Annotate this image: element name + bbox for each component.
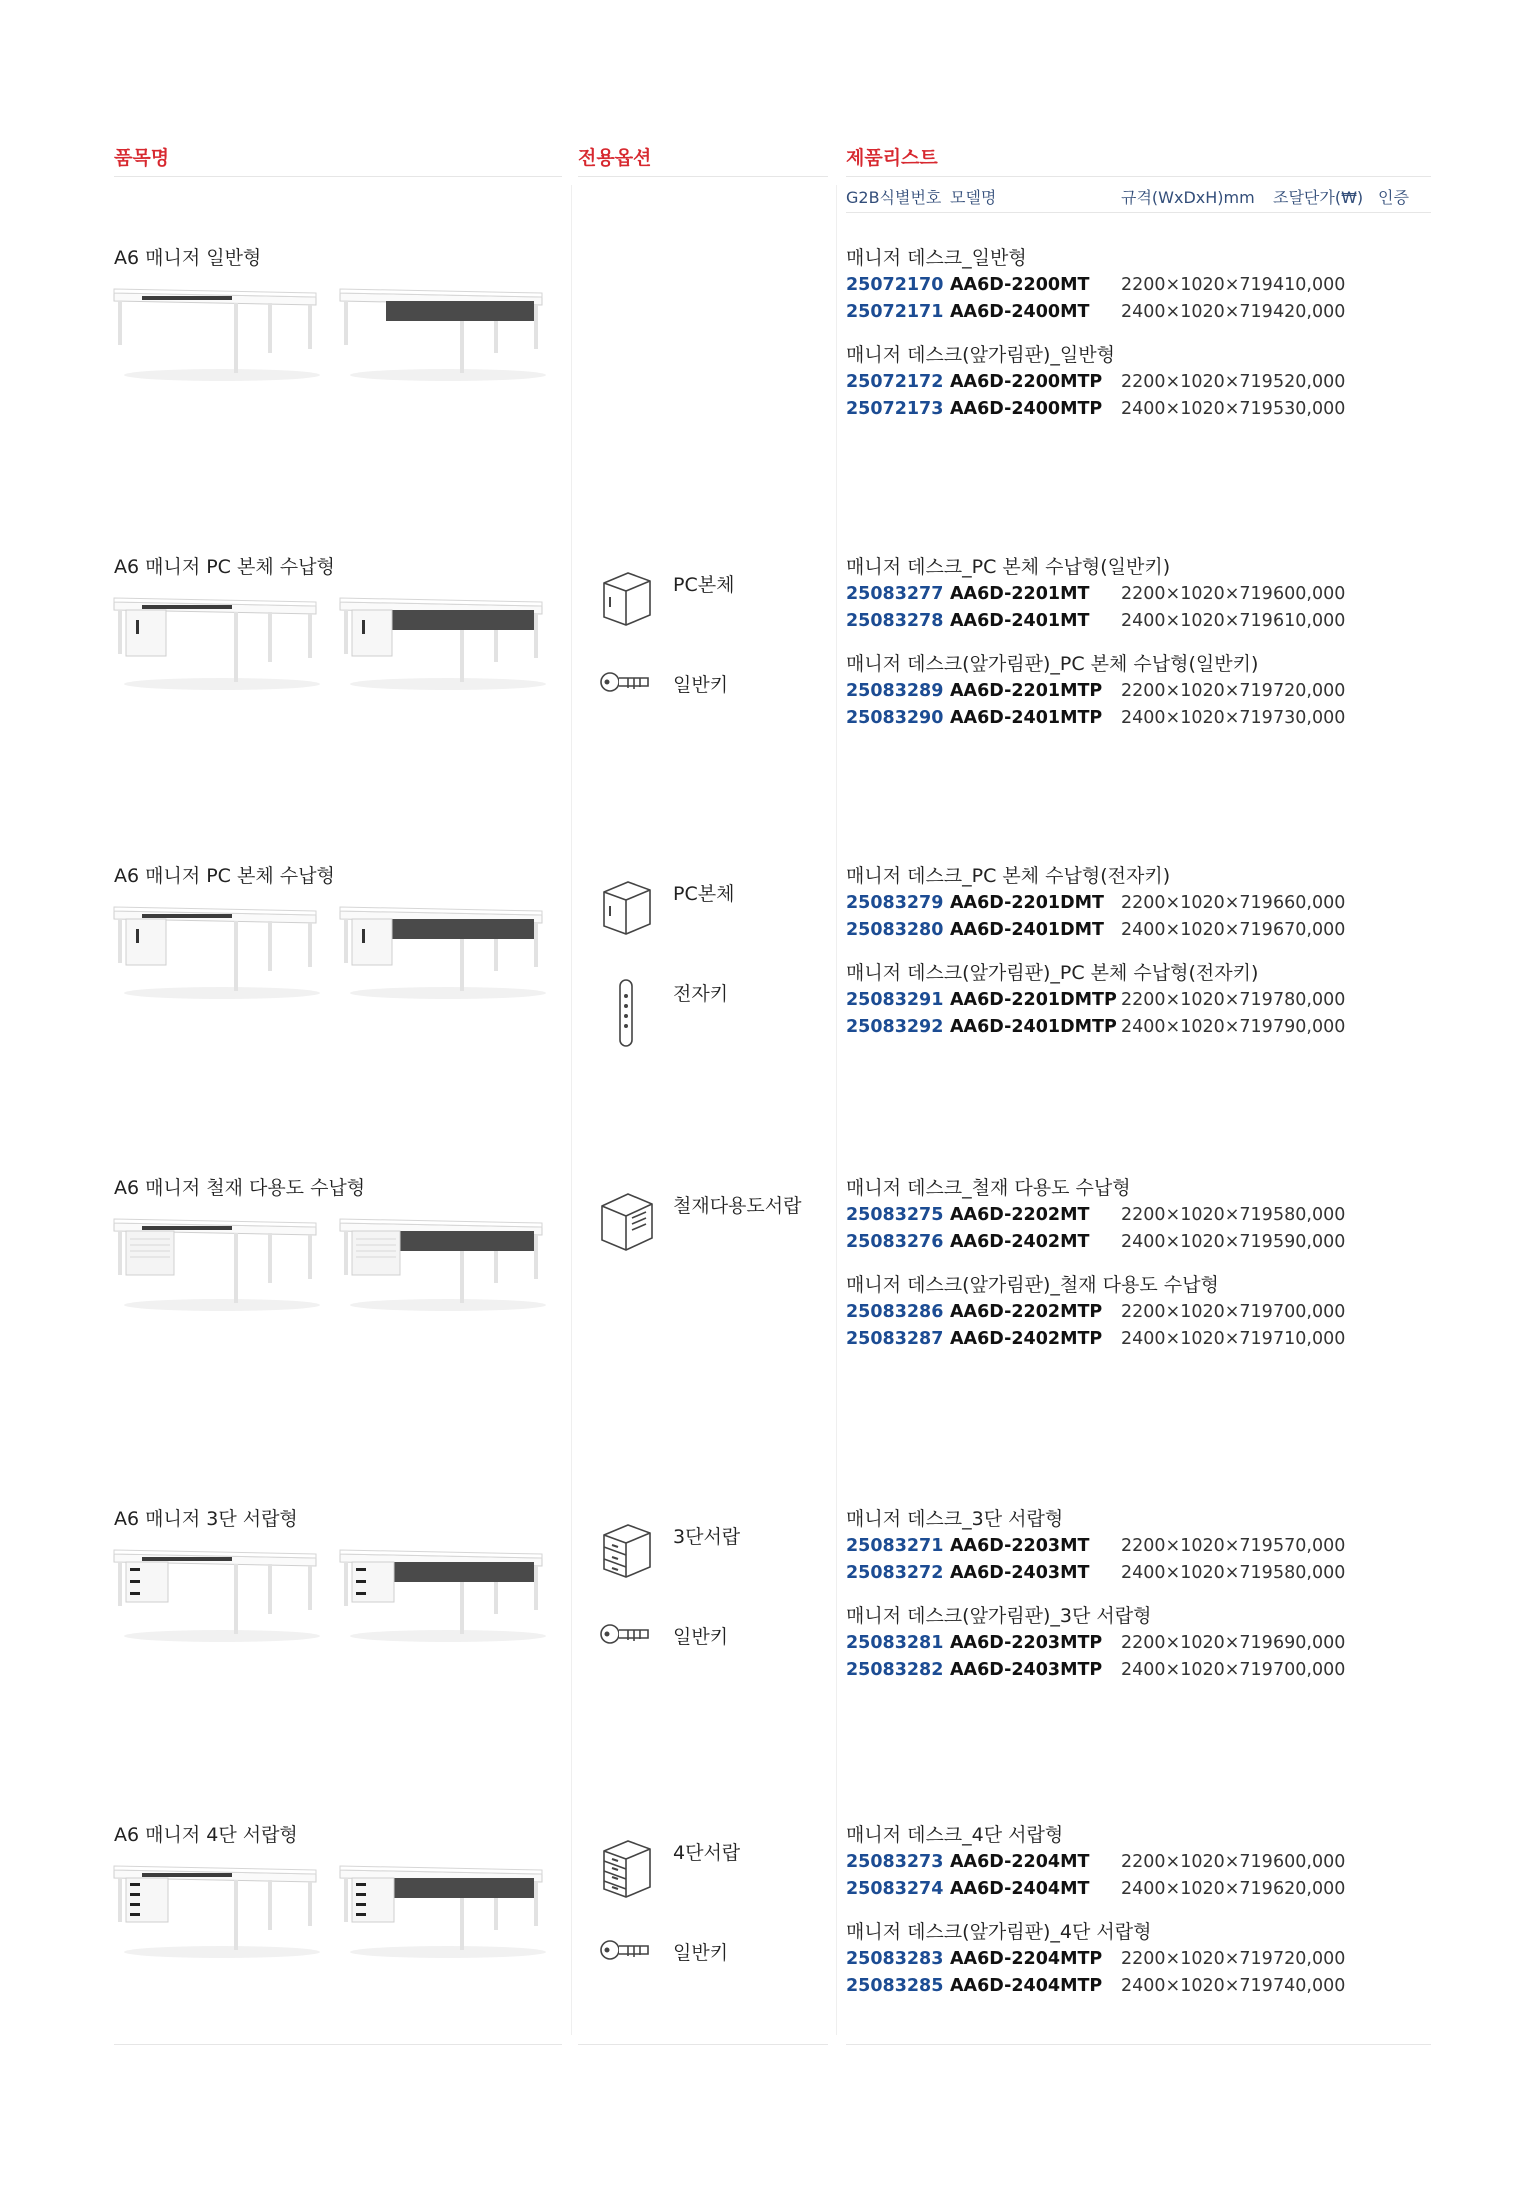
dimensions: 2200×1020×719: [1121, 990, 1273, 1010]
desk-with-privacy-panel-image: [338, 1544, 548, 1648]
desk-with-privacy-panel-image: [338, 592, 548, 696]
product-section: [0, 861, 1529, 1161]
model-name: AA6D-2202MT: [950, 1205, 1090, 1225]
key-icon: [598, 1619, 654, 1653]
price: 520,000: [1273, 372, 1346, 392]
price: 420,000: [1273, 302, 1346, 322]
price: 660,000: [1273, 893, 1346, 913]
desk-image: [112, 1213, 322, 1317]
product-group-title: 매니저 데스크_4단 서랍형: [846, 1824, 1064, 1846]
col-price: 조달단가(₩): [1273, 188, 1364, 207]
key-icon: [598, 1935, 654, 1969]
model-name: AA6D-2401DMT: [950, 920, 1104, 940]
dimensions: 2200×1020×719: [1121, 1536, 1273, 1556]
g2b-id: 25083286: [846, 1302, 944, 1322]
g2b-id: 25083290: [846, 708, 944, 728]
model-name: AA6D-2201MTP: [950, 681, 1103, 701]
option-label: 철재다용도서랍: [673, 1195, 802, 1217]
three-drawer-icon: [598, 1519, 654, 1583]
model-name: AA6D-2400MTP: [950, 399, 1103, 419]
dimensions: 2200×1020×719: [1121, 1949, 1273, 1969]
dimensions: 2400×1020×719: [1121, 920, 1273, 940]
product-group-title: 매니저 데스크(앞가림판)_PC 본체 수납형(일반키): [846, 653, 1259, 675]
price: 780,000: [1273, 990, 1346, 1010]
col-g2b-id: G2B식별번호: [846, 188, 942, 207]
dimensions: 2400×1020×719: [1121, 611, 1273, 631]
option-label: 일반키: [673, 674, 729, 696]
g2b-id: 25083285: [846, 1976, 944, 1996]
product-group-title: 매니저 데스크(앞가림판)_일반형: [846, 344, 1115, 366]
price: 690,000: [1273, 1633, 1346, 1653]
model-name: AA6D-2403MTP: [950, 1660, 1103, 1680]
g2b-id: 25083280: [846, 920, 944, 940]
price: 600,000: [1273, 1852, 1346, 1872]
model-name: AA6D-2404MT: [950, 1879, 1090, 1899]
option-label: 일반키: [673, 1942, 729, 1964]
dimensions: 2200×1020×719: [1121, 1852, 1273, 1872]
col-spec: 규격(WxDxH)mm: [1121, 188, 1255, 207]
dimensions: 2200×1020×719: [1121, 681, 1273, 701]
product-group-title: 매니저 데스크_3단 서랍형: [846, 1508, 1064, 1530]
model-name: AA6D-2402MTP: [950, 1329, 1103, 1349]
g2b-id: 25083283: [846, 1949, 944, 1969]
price: 600,000: [1273, 584, 1346, 604]
price: 610,000: [1273, 611, 1346, 631]
product-section: [0, 1173, 1529, 1473]
desk-image: [112, 1860, 322, 1964]
price: 590,000: [1273, 1232, 1346, 1252]
model-name: AA6D-2401MT: [950, 611, 1090, 631]
model-name: AA6D-2204MT: [950, 1852, 1090, 1872]
product-group-title: 매니저 데스크(앞가림판)_4단 서랍형: [846, 1921, 1152, 1943]
product-section: [0, 552, 1529, 852]
model-name: AA6D-2200MT: [950, 275, 1090, 295]
header-divider: [846, 176, 1431, 177]
section-title: A6 매니저 3단 서랍형: [114, 1508, 298, 1530]
section-title: A6 매니저 일반형: [114, 247, 262, 269]
price: 410,000: [1273, 275, 1346, 295]
dimensions: 2400×1020×719: [1121, 399, 1273, 419]
product-section: [0, 243, 1529, 543]
model-name: AA6D-2201DMTP: [950, 990, 1117, 1010]
price: 720,000: [1273, 1949, 1346, 1969]
model-name: AA6D-2400MT: [950, 302, 1090, 322]
dimensions: 2200×1020×719: [1121, 584, 1273, 604]
model-name: AA6D-2404MTP: [950, 1976, 1103, 1996]
header-product-list: 제품리스트: [846, 147, 938, 169]
col-model: 모델명: [950, 188, 997, 207]
price: 710,000: [1273, 1329, 1346, 1349]
dimensions: 2400×1020×719: [1121, 1232, 1273, 1252]
g2b-id: 25083289: [846, 681, 944, 701]
option-label: 3단서랍: [673, 1526, 741, 1548]
product-group-title: 매니저 데스크_일반형: [846, 247, 1027, 269]
g2b-id: 25083282: [846, 1660, 944, 1680]
dimensions: 2200×1020×719: [1121, 1205, 1273, 1225]
g2b-id: 25083281: [846, 1633, 944, 1653]
model-name: AA6D-2203MTP: [950, 1633, 1103, 1653]
model-name: AA6D-2402MT: [950, 1232, 1090, 1252]
option-label: PC본체: [673, 574, 735, 596]
desk-with-privacy-panel-image: [338, 1213, 548, 1317]
four-drawer-icon: [598, 1835, 654, 1903]
product-group-title: 매니저 데스크(앞가림판)_3단 서랍형: [846, 1605, 1152, 1627]
desk-with-privacy-panel-image: [338, 901, 548, 1005]
dimensions: 2400×1020×719: [1121, 1563, 1273, 1583]
desk-with-privacy-panel-image: [338, 1860, 548, 1964]
section-title: A6 매니저 PC 본체 수납형: [114, 865, 335, 887]
desk-image: [112, 1544, 322, 1648]
desk-with-privacy-panel-image: [338, 283, 548, 387]
price: 670,000: [1273, 920, 1346, 940]
model-name: AA6D-2401MTP: [950, 708, 1103, 728]
section-title: A6 매니저 철재 다용도 수납형: [114, 1177, 366, 1199]
model-name: AA6D-2201MT: [950, 584, 1090, 604]
g2b-id: 25072171: [846, 302, 944, 322]
header-option: 전용옵션: [578, 147, 652, 169]
header-divider: [578, 176, 828, 177]
price: 580,000: [1273, 1563, 1346, 1583]
dimensions: 2200×1020×719: [1121, 1302, 1273, 1322]
g2b-id: 25083278: [846, 611, 944, 631]
header-divider: [114, 176, 562, 177]
model-name: AA6D-2202MTP: [950, 1302, 1103, 1322]
key-icon: [598, 667, 654, 701]
desk-image: [112, 283, 322, 387]
price: 700,000: [1273, 1660, 1346, 1680]
price: 570,000: [1273, 1536, 1346, 1556]
price: 790,000: [1273, 1017, 1346, 1037]
g2b-id: 25083274: [846, 1879, 944, 1899]
model-name: AA6D-2201DMT: [950, 893, 1104, 913]
model-name: AA6D-2401DMTP: [950, 1017, 1117, 1037]
product-section: [0, 1504, 1529, 1804]
dimensions: 2400×1020×719: [1121, 1976, 1273, 1996]
price: 730,000: [1273, 708, 1346, 728]
g2b-id: 25083275: [846, 1205, 944, 1225]
dimensions: 2400×1020×719: [1121, 1329, 1273, 1349]
product-group-title: 매니저 데스크(앞가림판)_철재 다용도 수납형: [846, 1274, 1219, 1296]
model-name: AA6D-2204MTP: [950, 1949, 1103, 1969]
option-label: 전자키: [673, 983, 729, 1005]
g2b-id: 25072173: [846, 399, 944, 419]
pc-cabinet-icon: [598, 567, 654, 631]
product-group-title: 매니저 데스크(앞가림판)_PC 본체 수납형(전자키): [846, 962, 1259, 984]
model-name: AA6D-2403MT: [950, 1563, 1090, 1583]
g2b-id: 25083271: [846, 1536, 944, 1556]
dimensions: 2200×1020×719: [1121, 372, 1273, 392]
price: 530,000: [1273, 399, 1346, 419]
g2b-id: 25083279: [846, 893, 944, 913]
dimensions: 2200×1020×719: [1121, 275, 1273, 295]
pc-cabinet-icon: [598, 876, 654, 940]
g2b-id: 25083291: [846, 990, 944, 1010]
product-section: [0, 1820, 1529, 2120]
section-title: A6 매니저 PC 본체 수납형: [114, 556, 335, 578]
g2b-id: 25083276: [846, 1232, 944, 1252]
electronic-key-icon: [598, 976, 654, 1054]
price: 740,000: [1273, 1976, 1346, 1996]
dimensions: 2400×1020×719: [1121, 1017, 1273, 1037]
g2b-id: 25083287: [846, 1329, 944, 1349]
model-name: AA6D-2200MTP: [950, 372, 1103, 392]
section-title: A6 매니저 4단 서랍형: [114, 1824, 298, 1846]
dimensions: 2400×1020×719: [1121, 302, 1273, 322]
desk-image: [112, 901, 322, 1005]
g2b-id: 25072172: [846, 372, 944, 392]
header-item-name: 품목명: [114, 147, 170, 169]
g2b-id: 25072170: [846, 275, 944, 295]
g2b-id: 25083273: [846, 1852, 944, 1872]
desk-image: [112, 592, 322, 696]
g2b-id: 25083292: [846, 1017, 944, 1037]
option-label: PC본체: [673, 883, 735, 905]
dimensions: 2400×1020×719: [1121, 1660, 1273, 1680]
option-label: 일반키: [673, 1626, 729, 1648]
product-group-title: 매니저 데스크_PC 본체 수납형(전자키): [846, 865, 1171, 887]
price: 580,000: [1273, 1205, 1346, 1225]
price: 700,000: [1273, 1302, 1346, 1322]
price: 720,000: [1273, 681, 1346, 701]
option-label: 4단서랍: [673, 1842, 741, 1864]
g2b-id: 25083277: [846, 584, 944, 604]
dimensions: 2200×1020×719: [1121, 1633, 1273, 1653]
col-cert: 인증: [1378, 188, 1409, 207]
model-name: AA6D-2203MT: [950, 1536, 1090, 1556]
dimensions: 2400×1020×719: [1121, 1879, 1273, 1899]
steel-storage-icon: [598, 1188, 654, 1256]
dimensions: 2200×1020×719: [1121, 893, 1273, 913]
g2b-id: 25083272: [846, 1563, 944, 1583]
product-group-title: 매니저 데스크_철재 다용도 수납형: [846, 1177, 1131, 1199]
column-header-divider: [846, 212, 1431, 213]
dimensions: 2400×1020×719: [1121, 708, 1273, 728]
product-group-title: 매니저 데스크_PC 본체 수납형(일반키): [846, 556, 1171, 578]
price: 620,000: [1273, 1879, 1346, 1899]
